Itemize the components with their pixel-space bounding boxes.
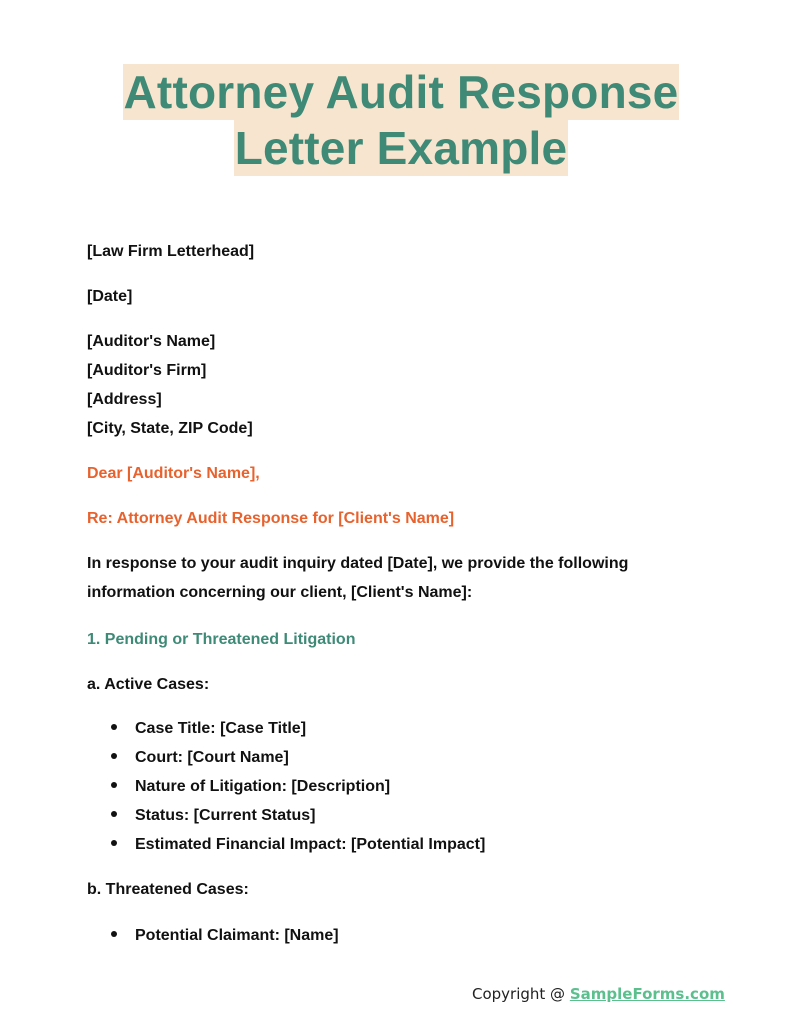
intro-paragraph-line-1: In response to your audit inquiry dated [Date], we provide the following bbox=[87, 555, 629, 572]
document-title bbox=[0, 64, 802, 176]
list-item: Status: [Current Status] bbox=[111, 806, 315, 826]
subheading-active-cases: a. Active Cases: bbox=[87, 676, 210, 693]
bullet-icon bbox=[111, 811, 117, 817]
list-item: Court: [Court Name] bbox=[111, 748, 289, 768]
bullet-icon bbox=[111, 753, 117, 759]
intro-paragraph-line-2: information concerning our client, [Client's Name]: bbox=[87, 584, 473, 601]
list-item: Estimated Financial Impact: [Potential Impact] bbox=[111, 835, 485, 855]
bullet-icon bbox=[111, 931, 117, 937]
recipient-name: [Auditor's Name] bbox=[87, 333, 216, 350]
footer-copyright bbox=[472, 985, 725, 1003]
title-line-1: Attorney Audit Response bbox=[123, 66, 679, 118]
section-heading-litigation: 1. Pending or Threatened Litigation bbox=[87, 631, 356, 648]
salutation: Dear [Auditor's Name], bbox=[87, 465, 260, 482]
list-item: Nature of Litigation: [Description] bbox=[111, 777, 390, 797]
title-line-2: Letter Example bbox=[234, 122, 568, 174]
recipient-address: [Address] bbox=[87, 391, 162, 408]
letterhead: [Law Firm Letterhead] bbox=[87, 243, 255, 260]
copyright-text: Copyright @ bbox=[472, 985, 570, 1003]
recipient-city-state-zip: [City, State, ZIP Code] bbox=[87, 420, 253, 437]
subject-line: Re: Attorney Audit Response for [Client's Name] bbox=[87, 510, 455, 527]
subheading-threatened-cases: b. Threatened Cases: bbox=[87, 881, 249, 898]
letter-date: [Date] bbox=[87, 288, 133, 305]
bullet-icon bbox=[111, 724, 117, 730]
bullet-icon bbox=[111, 782, 117, 788]
sampleforms-link[interactable]: SampleForms.com bbox=[569, 985, 725, 1003]
list-item: Potential Claimant: [Name] bbox=[111, 926, 339, 946]
list-item: Case Title: [Case Title] bbox=[111, 719, 306, 739]
recipient-firm: [Auditor's Firm] bbox=[87, 362, 207, 379]
bullet-icon bbox=[111, 840, 117, 846]
